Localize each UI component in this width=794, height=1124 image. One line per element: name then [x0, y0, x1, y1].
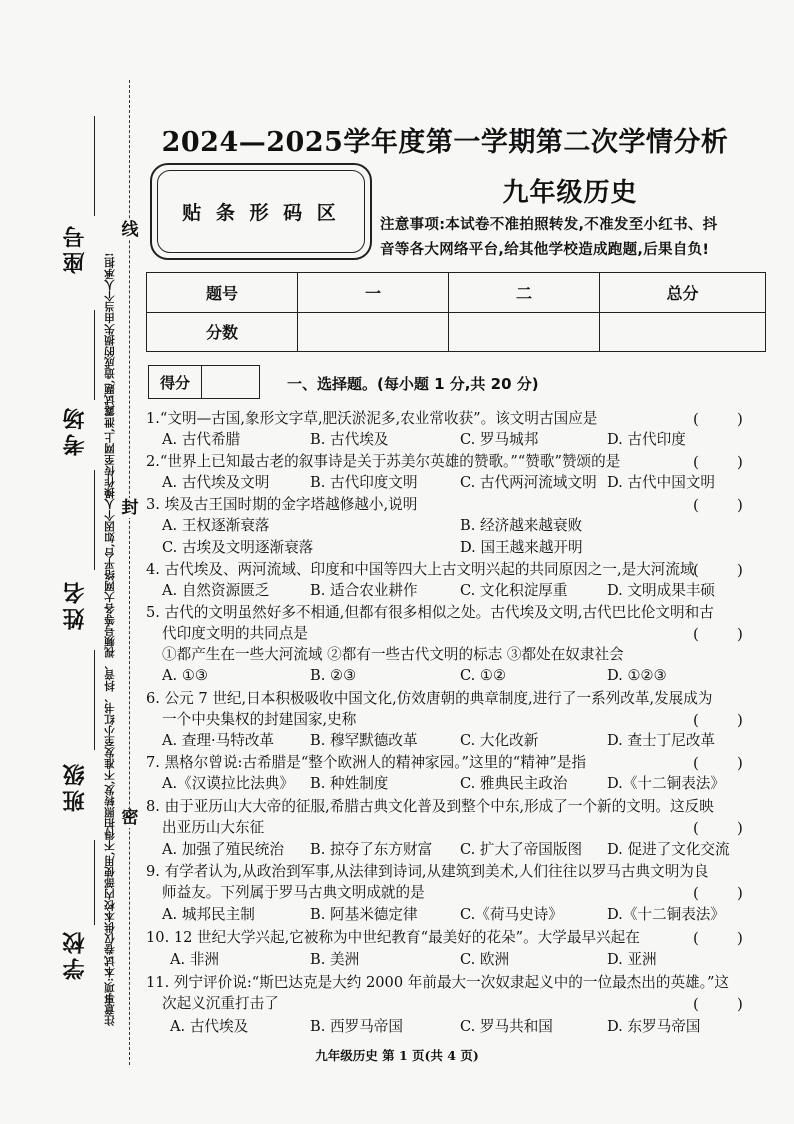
q7-option-b: B. 种姓制度 — [310, 775, 389, 792]
question-8-line-2: 出亚历山大东征 — [162, 819, 265, 836]
q10-option-d: D. 亚洲 — [607, 951, 657, 968]
q9-option-d: D.《十二铜表法》 — [607, 906, 725, 923]
q6-option-a: A. 查理·马特改革 — [162, 732, 275, 749]
q4-option-d: D. 文明成果丰硕 — [607, 582, 716, 599]
exam-room-blank[interactable] — [94, 310, 95, 400]
answer-paren-1[interactable]: ( ) — [693, 410, 743, 428]
question-11-line-2: 次起义沉重打击了 — [162, 995, 279, 1012]
answer-paren-11[interactable]: ( ) — [693, 995, 743, 1013]
exam-room-label: 考场 — [62, 404, 88, 456]
cut-mark-mi: 密 — [121, 808, 139, 828]
q10-option-c: C. 欧洲 — [460, 951, 510, 968]
notice-line-2: 音等各大网络平台,给其他学校造成跑题,后果自负! — [380, 242, 710, 258]
q10-option-a: A. 非洲 — [170, 951, 220, 968]
q11-option-c: C. 罗马共和国 — [460, 1018, 553, 1035]
page-footer: 九年级历史 第 1 页(共 4 页) — [315, 1048, 479, 1063]
q1-option-d: D. 古代印度 — [607, 431, 686, 448]
name-blank[interactable] — [94, 470, 95, 570]
q5-option-d: D. ①②③ — [607, 667, 667, 684]
seat-label: 座号 — [62, 222, 88, 274]
q9-option-c: C.《荷马史诗》 — [460, 906, 563, 923]
q8-option-b: B. 掠夺了东方财富 — [310, 841, 433, 858]
question-9-line-2: 师益友。下列属于罗马古典文明成就的是 — [162, 884, 425, 901]
question-1: 1.“文明—古国,象形文字草,肥沃淤泥多,农业常收获”。该文明古国应是 — [146, 410, 598, 427]
q9-option-a: A. 城邦民主制 — [162, 906, 255, 923]
answer-paren-9[interactable]: ( ) — [693, 884, 743, 902]
answer-paren-4[interactable]: ( ) — [693, 561, 743, 579]
q4-option-a: A. 自然资源匮乏 — [162, 582, 270, 599]
section-1-title: 一、选择题。(每小题 1 分,共 20 分) — [287, 375, 539, 393]
grade-box — [148, 365, 260, 399]
question-10: 10. 12 世纪大学兴起,它被称为中世纪教育“最美好的花朵”。大学最早兴起在 — [146, 929, 640, 946]
q9-option-b: B. 阿基米德定律 — [310, 906, 418, 923]
subject-title: 九年级历史 — [502, 178, 638, 208]
q8-option-c: C. 扩大了帝国版图 — [460, 841, 583, 858]
q2-option-a: A. 古代埃及文明 — [162, 474, 270, 491]
score-cell-total[interactable] — [600, 312, 766, 352]
answer-paren-6[interactable]: ( ) — [693, 711, 743, 729]
question-7: 7. 黑格尔曾说:古希腊是“整个欧洲人的精神家园。”这里的“精神”是指 — [146, 754, 587, 771]
score-table-row-label: 分数 — [147, 312, 298, 352]
question-6-line-1: 6. 公元 7 世纪,日本积极吸收中国文化,仿效唐朝的典章制度,进行了一系列改革,发展成为 — [146, 690, 713, 707]
q3-option-b: B. 经济越来越衰败 — [460, 517, 583, 534]
q11-option-a: A. 古代埃及 — [170, 1018, 249, 1035]
q1-option-a: A. 古代希腊 — [162, 431, 241, 448]
school-label: 学校 — [62, 928, 88, 980]
q6-option-c: C. 大化改新 — [460, 732, 539, 749]
q8-option-d: D. 促进了文化交流 — [607, 841, 730, 858]
answer-paren-8[interactable]: ( ) — [693, 819, 743, 837]
question-6-line-2: 一个中央集权的封建国家,史称 — [162, 711, 357, 728]
score-table-header-1: 一 — [298, 273, 449, 313]
score-cell-2[interactable] — [449, 312, 600, 352]
answer-paren-5[interactable]: ( ) — [693, 625, 743, 643]
seat-blank[interactable] — [94, 116, 95, 216]
score-table-header-num: 题号 — [147, 273, 298, 313]
name-label: 姓名 — [62, 578, 88, 630]
q6-option-b: B. 穆罕默德改革 — [310, 732, 418, 749]
answer-paren-2[interactable]: ( ) — [693, 453, 743, 471]
score-table — [146, 272, 766, 352]
q5-option-a: A. ①③ — [162, 667, 208, 684]
q4-option-b: B. 适合农业耕作 — [310, 582, 418, 599]
question-2: 2.“世界上已知最古老的叙事诗是关于苏美尔英雄的赞歌。”“赞歌”赞颂的是 — [146, 453, 621, 470]
q11-option-d: D. 东罗马帝国 — [607, 1018, 701, 1035]
answer-paren-10[interactable]: ( ) — [693, 929, 743, 947]
grade-label: 得分 — [149, 366, 202, 398]
q6-option-d: D. 查士丁尼改革 — [607, 732, 716, 749]
exam-title: 2024—2025学年度第一学期第二次学情分析 — [161, 127, 729, 158]
q7-option-a: A.《汉谟拉比法典》 — [162, 775, 294, 792]
q10-option-b: B. 美洲 — [310, 951, 360, 968]
barcode-area — [150, 163, 372, 260]
cut-mark-feng: 封 — [121, 498, 139, 518]
q11-option-b: B. 西罗马帝国 — [310, 1018, 403, 1035]
question-11-line-1: 11. 列宁评价说:“斯巴达克是大约 2000 年前最大一次奴隶起义中的一位最杰出的英雄。”这 — [146, 974, 729, 991]
q7-option-d: D.《十二铜表法》 — [607, 775, 725, 792]
class-label: 班级 — [62, 760, 88, 812]
grade-input[interactable] — [202, 366, 259, 398]
q2-option-b: B. 古代印度文明 — [310, 474, 418, 491]
question-5-line-2: 代印度文明的共同点是 — [162, 625, 308, 642]
answer-paren-7[interactable]: ( ) — [693, 754, 743, 772]
q3-option-a: A. 王权逐渐衰落 — [162, 517, 270, 534]
q2-option-d: D. 古代中国文明 — [607, 474, 716, 491]
q5-option-c: C. ①② — [460, 667, 507, 684]
cut-mark-xian: 线 — [121, 220, 139, 240]
question-9-line-1: 9. 有学者认为,从政治到军事,从法律到诗词,从建筑到美术,人们往往以罗马古典文明为良 — [146, 863, 709, 880]
score-cell-1[interactable] — [298, 312, 449, 352]
answer-paren-3[interactable]: ( ) — [693, 496, 743, 514]
notice-line-1: 注意事项:本试卷不准拍照转发,不准发至小红书、抖 — [380, 217, 718, 233]
question-3: 3. 埃及古王国时期的金字塔越修越小,说明 — [146, 496, 418, 513]
score-table-header-total: 总分 — [600, 273, 766, 313]
binding-notice: 注意事项:本试卷仅供本校内部使用,不得拍照转发,不准发至小红书、抖音、视频号等各大网络平台,如因个人操作传至网上,泄露试题,造成的损失由当个人承担! — [104, 251, 116, 1026]
q2-option-c: C. 古代两河流域文明 — [460, 474, 597, 491]
q4-option-c: C. 文化积淀厚重 — [460, 582, 568, 599]
q3-option-d: D. 国王越来越开明 — [460, 539, 583, 556]
question-5-line-1: 5. 古代的文明虽然好多不相通,但都有很多相似之处。古代埃及文明,古代巴比伦文明和古 — [146, 604, 714, 621]
q1-option-c: C. 罗马城邦 — [460, 431, 539, 448]
school-blank[interactable] — [94, 840, 95, 925]
q5-option-b: B. ②③ — [310, 667, 357, 684]
question-5-statements: ①都产生在一些大河流域 ②都有一些古代文明的标志 ③都处在奴隶社会 — [162, 646, 624, 663]
q1-option-b: B. 古代埃及 — [310, 431, 389, 448]
question-4: 4. 古代埃及、两河流域、印度和中国等四大上古文明兴起的共同原因之一,是大河流域 — [146, 561, 695, 578]
q8-option-a: A. 加强了殖民统治 — [162, 841, 284, 858]
question-8-line-1: 8. 由于亚历山大大帝的征服,希腊古典文化普及到整个中东,形成了一个新的文明。这反映 — [146, 798, 714, 815]
q3-option-c: C. 古埃及文明逐渐衰落 — [162, 539, 314, 556]
score-table-header-2: 二 — [449, 273, 600, 313]
q7-option-c: C. 雅典民主政治 — [460, 775, 568, 792]
barcode-label: 贴 条 形 码 区 — [157, 170, 365, 253]
class-blank[interactable] — [94, 650, 95, 750]
